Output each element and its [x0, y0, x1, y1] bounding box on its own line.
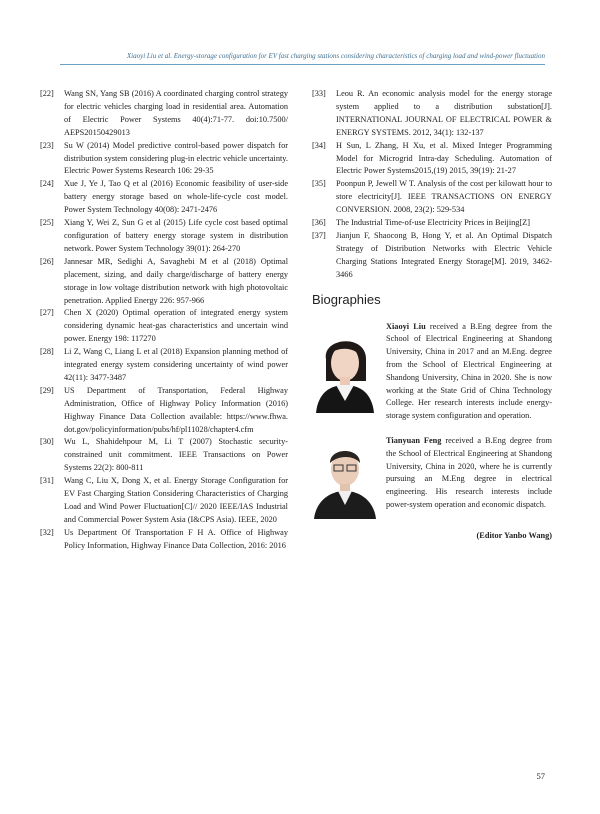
reference-number: [31] — [40, 476, 54, 486]
reference-number: [29] — [40, 385, 54, 395]
reference-number: [35] — [312, 179, 326, 189]
reference-text: The Industrial Time-of-use Electricity Prices in Beijing[Z] — [336, 218, 531, 228]
header-rule — [60, 64, 545, 65]
reference-item — [40, 436, 288, 475]
author-photo — [312, 435, 378, 519]
reference-item — [40, 88, 288, 140]
reference-text: Jianjun F, Shaocong B, Hong Y, et al. An Optimal Dispatch Strategy of Distribution Networks with Electric Vehicle Charging Stations Integrated Energy Storage[M]. 2019, 3462-3466 — [336, 230, 552, 279]
reference-text: Leou R. An economic analysis model for the energy storage system applied to a distribution substation[J]. INTERNATIONAL JOURNAL OF ELECTRICAL POWER & ENERGY SYSTEMS. 2012, 34(1): 132-137 — [336, 89, 552, 137]
reference-number: [36] — [312, 218, 326, 228]
reference-item — [312, 178, 552, 217]
reference-number: [23] — [40, 140, 54, 150]
reference-number: [33] — [312, 89, 326, 98]
reference-text: Xue J, Ye J, Tao Q et al (2016) Economic feasibility of user-side battery energy storage based on whole-life-cycle cost model. Power System Technology 40(08): 2471-2476 — [64, 179, 288, 215]
reference-text: H Sun, L Zhang, H Xu, et al. Mixed Integer Programming Model for Microgrid Intra-day Scheduling. Automation of Electric Power Systems2015,(19) 2015, 39(19): 21-27 — [336, 140, 552, 176]
reference-number: [24] — [40, 179, 54, 189]
biography-entry — [312, 435, 552, 519]
reference-text: Poonpun P, Jewell W T. Analysis of the cost per kilowatt hour to store electricity[J]. IEEE TRANSACTIONS ON ENERGY CONVERSION. 2008, 23(2): 529-534 — [336, 179, 552, 215]
reference-text: Us Department Of Transportation F H A. Office of Highway Policy Information, Highway Finance Data Collection, 2016: 2016 — [64, 527, 288, 550]
biographies-heading: Biographies — [312, 291, 381, 307]
running-header: Xiaoyi Liu et al. Energy-storage configuration for EV fast charging stations considering characteristics of charging load and wind-power fluctuation — [126, 52, 545, 60]
reference-number: [37] — [312, 230, 326, 240]
reference-text: US Department of Transportation, Federal Highway Administration, Office of Highway Policy Information (2016) Highway Finance Data Collection available: https://www.fhwa. dot.gov/policyinformation/pubs/hf/pl11028/chapter4.cfm — [64, 385, 288, 434]
author-name: Xiaoyi Liu — [386, 321, 426, 331]
biography-text: received a B.Eng degree from the School of Electrical Engineering at Shandong University, China in 2017 and an M.Eng. degree from the School of Electrical Engineering at Shandong University, China in 2020. She is now working at the State Grid of China Technology College. Her research interests include energy-storage system configuration and operation. — [386, 321, 552, 421]
reference-item — [40, 178, 288, 217]
reference-number: [27] — [40, 308, 54, 318]
reference-text: Wang C, Liu X, Dong X, et al. Energy Storage Configuration for EV Fast Charging Station Considering Characteristics of Charging Load and Wind Power Fluctuation[C]// 2020 IEEE/IAS Industrial and Commercial Power System Asia (I&CPS Asia). IEEE, 2020 — [64, 476, 288, 524]
reference-number: [26] — [40, 256, 54, 266]
right-column — [312, 88, 552, 540]
reference-number: [28] — [40, 347, 54, 357]
reference-item — [40, 475, 288, 527]
reference-item — [312, 88, 552, 140]
reference-text: Wang SN, Yang SB (2016) A coordinated charging control strategy for electric vehicles charging load in residential area. Automation of Electric Power Systems 40(4):71-77. doi:10.7500/ AEPS20150429013 — [64, 89, 288, 137]
reference-text: Wu L, Shahidehpour M, Li T (2007) Stochastic security-constrained unit commitment. IEEE Transactions on Power Systems 22(2): 800-811 — [64, 437, 288, 473]
reference-item — [312, 217, 552, 230]
author-photo — [312, 321, 378, 423]
reference-number: [22] — [40, 89, 54, 98]
reference-item — [40, 256, 288, 308]
biography-text: received a B.Eng degree from the School of Electrical Engineering at Shandong University, China in 2020, where he is currently pursuing an M.Eng degree in electrical engineering. His research interests include power-system operation and economic dispatch. — [386, 435, 552, 509]
reference-item — [40, 346, 288, 385]
editor-note: (Editor Yanbo Wang) — [476, 530, 552, 540]
reference-item — [40, 307, 288, 346]
reference-text: Chen X (2020) Optimal operation of integrated energy system considering dynamic heat-gas characteristics and uncertain wind power. Energy 198: 117270 — [64, 308, 288, 344]
reference-text: Jannesar MR, Sedighi A, Savaghebi M et al (2018) Optimal placement, sizing, and daily charge/discharge of battery energy storage in low voltage distribution network with high photovoltaic penetration. Applied Energy 226: 957-966 — [64, 256, 288, 305]
page-number: 57 — [536, 771, 545, 781]
reference-text: Su W (2014) Model predictive control-based power dispatch for distribution system considering plug-in electric vehicle uncertainty. Electric Power Systems Research 106: 29-35 — [64, 140, 288, 176]
reference-item — [312, 140, 552, 179]
reference-number: [32] — [40, 527, 54, 537]
reference-item — [40, 140, 288, 179]
reference-number: [25] — [40, 218, 54, 228]
author-name: Tianyuan Feng — [386, 435, 442, 445]
references-left-column — [40, 88, 288, 553]
reference-number: [30] — [40, 437, 54, 447]
reference-text: Li Z, Wang C, Liang L et al (2018) Expansion planning method of integrated energy system considering uncertainty of wind power 42(11): 3477-3487 — [64, 347, 288, 382]
reference-item — [312, 230, 552, 282]
reference-number: [34] — [312, 140, 326, 150]
reference-item — [40, 527, 288, 553]
reference-item — [40, 217, 288, 256]
reference-item — [40, 385, 288, 437]
biography-entry — [312, 321, 552, 423]
reference-text: Xiang Y, Wei Z, Sun G et al (2015) Life cycle cost based optimal configuration of battery energy storage system in distribution network. Power System Technology 39(01): 264-270 — [64, 218, 288, 253]
